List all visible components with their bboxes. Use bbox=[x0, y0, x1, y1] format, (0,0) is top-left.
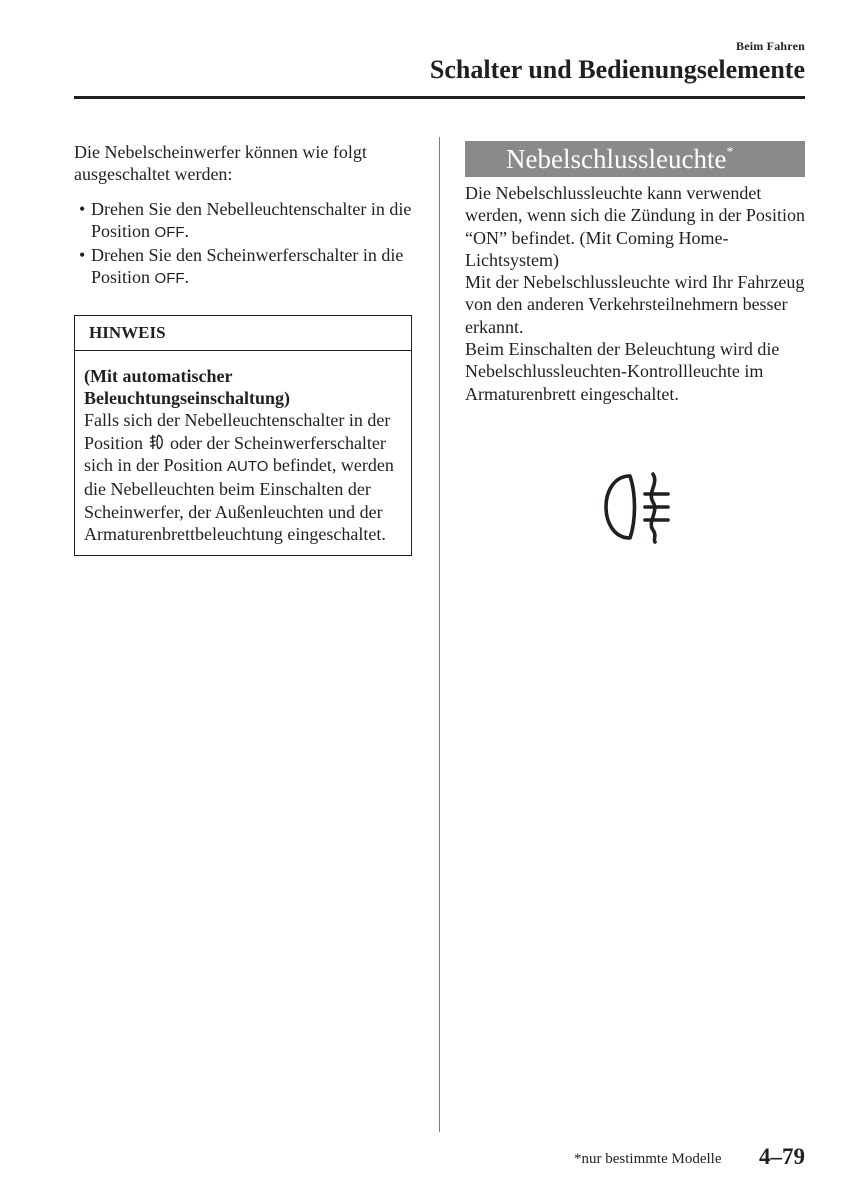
list-item-tail: . bbox=[184, 267, 190, 288]
paragraph: Mit der Nebelschlussleuchte wird Ihr Fahrzeug von den anderen Verkehrsteilnehmern besser erkannt. bbox=[465, 272, 805, 337]
right-column bbox=[465, 141, 805, 405]
note-subheading: (Mit automatischer Beleuchtungseinschaltung) bbox=[84, 365, 291, 409]
list-item-text: Drehen Sie den Scheinwerferschalter in die Position bbox=[91, 245, 404, 288]
bullet-marker: • bbox=[79, 198, 86, 219]
bullet-list bbox=[74, 198, 416, 291]
rear-fog-light-icon bbox=[601, 470, 673, 544]
list-item-text: Drehen Sie den Nebelleuchtenschalter in die Position bbox=[91, 198, 412, 241]
section-heading: Nebelschlussleuchte bbox=[506, 144, 727, 174]
column-divider bbox=[439, 137, 440, 1132]
paragraph: Beim Einschalten der Beleuchtung wird die Nebelschlussleuchten-Kontrollleuchte im Armaturenbrett eingeschaltet. bbox=[465, 339, 780, 404]
list-item bbox=[74, 198, 416, 245]
switch-position-code: AUTO bbox=[227, 457, 269, 475]
title-rule bbox=[74, 96, 805, 99]
note-text-part: befindet, werden die Nebelleuchten beim Einschalten der Scheinwerfer, der Außenleuchten und der Armaturenbrettbeleuchtung eingeschaltet. bbox=[84, 454, 394, 544]
page-title: Schalter und Bedienungselemente bbox=[429, 55, 805, 84]
front-fog-light-icon bbox=[148, 433, 166, 451]
note-text-part: oder der Scheinwerferschalter sich in der Position bbox=[84, 432, 386, 475]
switch-position-code: OFF bbox=[154, 270, 185, 288]
paragraph: Die Nebelschlussleuchte kann verwendet werden, wenn sich die Zündung in der Position “ON” befindet. (Mit Coming Home-Lichtsystem) bbox=[465, 183, 805, 270]
list-item bbox=[74, 244, 416, 291]
list-item-tail: . bbox=[184, 220, 190, 241]
note-box bbox=[74, 315, 412, 556]
note-text bbox=[84, 409, 403, 545]
note-text-part: Falls sich der Nebelleuchtenschalter in der Position bbox=[84, 410, 391, 453]
left-column bbox=[74, 141, 416, 556]
section-label: Beim Fahren bbox=[736, 39, 805, 53]
note-body bbox=[75, 351, 411, 555]
intro-text: Die Nebelscheinwerfer können wie folgt ausgeschaltet werden: bbox=[74, 142, 367, 185]
footnote: *nur bestimmte Modelle bbox=[574, 1151, 722, 1167]
page-number: 4–79 bbox=[759, 1144, 805, 1169]
section-body bbox=[465, 182, 805, 405]
section-heading-bar bbox=[465, 141, 805, 177]
bullet-marker: • bbox=[79, 245, 86, 266]
footnote-mark: * bbox=[726, 145, 734, 160]
note-heading: HINWEIS bbox=[75, 316, 411, 351]
switch-position-code: OFF bbox=[154, 223, 185, 241]
